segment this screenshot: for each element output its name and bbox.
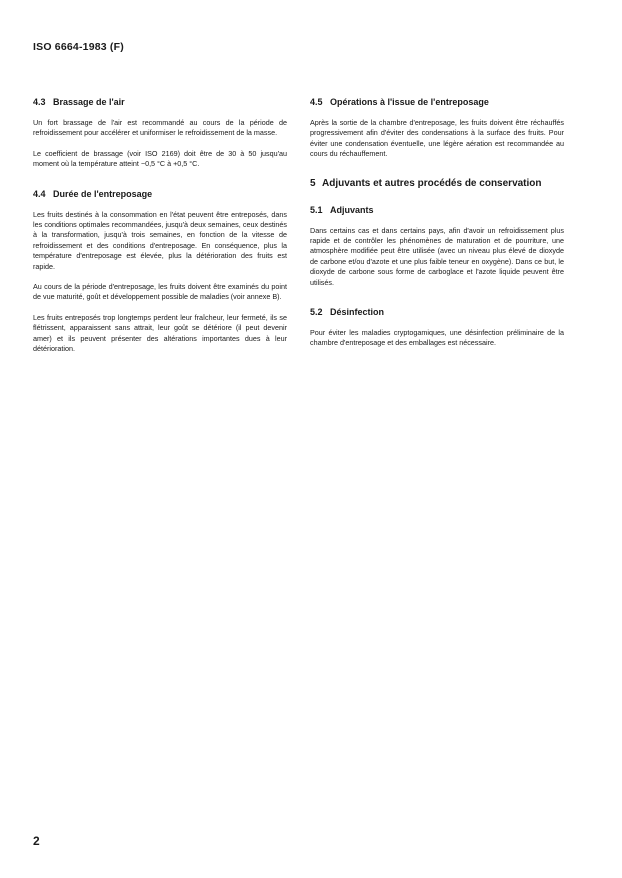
paragraph: Les fruits entreposés trop longtemps perdent leur fraîcheur, leur fermeté, ils se flétrissent, apparaissent sans attrait, leur goût se détériore (il peut devenir amer) et ils peuvent présenter des altérations importantes dues à leur détérioration. <box>33 312 287 354</box>
section-5-2 <box>310 306 564 349</box>
section-4-3 <box>33 96 287 170</box>
chapter-number: 5 <box>310 177 316 189</box>
section-4-5 <box>310 96 564 160</box>
section-number: 5.1 <box>310 204 323 215</box>
section-title: Brassage de l'air <box>53 97 125 107</box>
section-heading <box>33 96 287 108</box>
section-title: Durée de l'entreposage <box>53 188 153 199</box>
chapter-title: Adjuvants et autres procédés de conservation <box>322 177 542 189</box>
section-number: 4.4 <box>33 188 46 199</box>
section-number: 5.2 <box>310 307 323 318</box>
section-number: 4.3 <box>33 97 46 107</box>
section-4-4 <box>33 188 287 355</box>
section-heading <box>310 204 564 216</box>
paragraph: Les fruits destinés à la consommation en l'état peuvent être entreposés, dans les conditions optimales recommandées, jusqu'à deux semaines, ceux destinés à la transformation, jusqu'à trois semaines, en fonction de la vitesse de refroidissement et des conditions d'entreposage. En conséquence, plus la température d'entreposage est élevée, plus la détérioration des fruits est rapide. <box>33 209 287 271</box>
paragraph: Un fort brassage de l'air est recommandé au cours de la période de refroidissement pour accélérer et uniformiser le refroidissement de la masse. <box>33 118 287 138</box>
paragraph: Après la sortie de la chambre d'entreposage, les fruits doivent être réchauffés progressivement afin d'éviter des condensations à la surface des fruits. Pour éviter une condensation éventuelle, une légère aération est recommandée au cours du réchauffement. <box>310 118 564 159</box>
section-title: Adjuvants <box>330 204 374 215</box>
paragraph: Dans certains cas et dans certains pays, afin d'avoir un refroidissement plus rapide et de contrôler les phénomènes de maturation et de pourriture, une atmosphère modifiée peut être utilisée (avec un niveau plus élevé de dioxyde de carbone et/ou d'azote et une plus faible teneur en oxygène). Dans ce but, le dioxyde de carbone sous forme de carboglace et l'azote liquide peuvent être utilisés. <box>310 225 564 287</box>
paragraph: Pour éviter les maladies cryptogamiques, une désinfection préliminaire de la chambre d'entreposage et des emballages est nécessaire. <box>310 328 564 348</box>
right-column <box>310 96 564 367</box>
section-5-1 <box>310 204 564 288</box>
document-header: ISO 6664-1983 (F) <box>33 41 124 53</box>
paragraph: Au cours de la période d'entreposage, les fruits doivent être examinés du point de vue maturité, goût et développement possible de maladies (voir annexe B). <box>33 282 287 302</box>
page-number: 2 <box>33 834 40 848</box>
section-heading <box>310 306 564 318</box>
left-column <box>33 96 287 373</box>
section-title: Opérations à l'issue de l'entreposage <box>330 97 489 107</box>
chapter-heading-5 <box>310 178 564 190</box>
section-heading <box>33 188 287 200</box>
section-heading <box>310 96 564 108</box>
section-number: 4.5 <box>310 97 323 107</box>
paragraph: Le coefficient de brassage (voir ISO 2169) doit être de 30 à 50 jusqu'au moment où la température atteint −0,5 °C à +0,5 °C. <box>33 148 287 169</box>
section-title: Désinfection <box>330 307 385 318</box>
